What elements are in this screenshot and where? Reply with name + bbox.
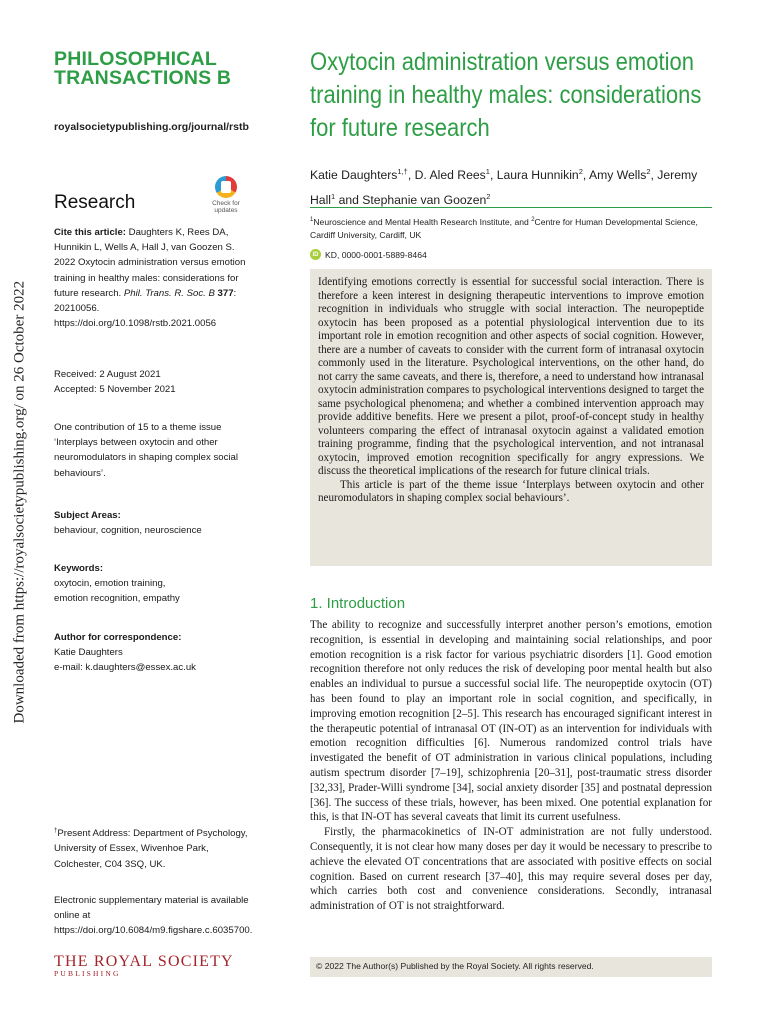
section-label: Research — [54, 192, 136, 213]
author-affiliation-mark: 2 — [486, 192, 491, 202]
keywords: Keywords: oxytocin, emotion training, emotion recognition, empathy — [54, 563, 180, 605]
journal-name — [54, 50, 231, 88]
citation-volume: 377 — [217, 287, 234, 299]
correspondence-name: Katie Daughters — [54, 647, 123, 659]
citation-text: Daughters K, Rees DA, Hunnikin L, Wells A, Hall J, van Goozen S. 2022 Oxytocin administration versus emotion training in healthy males: considerations for future research. — [54, 227, 246, 299]
orcid-text: KD, 0000-0001-5889-8464 — [325, 249, 427, 260]
present-address: †Present Address: Department of Psychology, University of Essex, Wivenhoe Park, Colchester, C04 3SQ, UK. — [54, 828, 248, 870]
author-affiliation-mark: 1,† — [397, 167, 408, 176]
author-name: and Stephanie van Goozen — [338, 193, 487, 208]
title-divider — [310, 207, 712, 208]
author-name: Katie Daughters — [310, 168, 398, 183]
citation-doi-link[interactable]: https://doi.org/10.1098/rstb.2021.0056 — [54, 318, 217, 330]
abstract-theme-note: This article is part of the theme issue ‘Interplays between oxytocin and other neuromodulators in shaping complex social behaviours’. — [318, 478, 704, 504]
author-name: D. Aled Rees — [414, 168, 486, 183]
abstract-box — [310, 269, 712, 566]
author-affiliation-mark: 1 — [331, 192, 336, 202]
citation: Cite this article: Daughters K, Rees DA, Hunnikin L, Wells A, Hall J, van Goozen S. 2022 Oxytocin administration versus emotion training in healthy males: considerations for future research. Phil. Trans. R. Soc. B 377: 20210056. https://doi.org/10.1098/rstb.2021.0056 — [54, 227, 246, 330]
logo-main-text: THE ROYAL SOCIETY — [54, 953, 234, 970]
check-for-updates-icon — [215, 176, 237, 198]
theme-issue-note: One contribution of 15 to a theme issue ‘Interplays between oxytocin and other neuromodulators in shaping complex social behaviours’. — [54, 422, 238, 479]
article-title: Oxytocin administration versus emotion training in healthy males: considerations for future research — [310, 48, 702, 142]
journal-name-line1: PHILOSOPHICAL — [54, 48, 217, 70]
received-date: Received: 2 August 2021 — [54, 369, 161, 380]
royal-society-logo[interactable] — [54, 953, 234, 978]
author-name: Jeremy Hall — [310, 168, 698, 208]
orcid-icon: iD — [310, 249, 321, 260]
correspondence-label: Author for correspondence: — [54, 632, 182, 643]
correspondence — [54, 630, 254, 676]
affiliations: $^1$Neuroscience and Mental Health Research Institute, and $^2$Centre for Human Developmental Science, Cardiff University, Cardiff, UK — [310, 216, 698, 240]
subject-areas-label: Subject Areas: — [54, 510, 121, 521]
citation-journal: Phil. Trans. R. Soc. B — [123, 287, 215, 299]
keywords-label: Keywords: — [54, 563, 104, 574]
introduction-paragraph-2: Firstly, the pharmacokinetics of IN-OT administration are not fully understood. Consequently, it is not clear how many doses per day it would be necessary to prescribe to achieve the elevated OT concentrations that are associated with positive effects on social cognition. Based on current research [37–40], this may require several doses per day, which carries both cost and convenience considerations. Secondly, intranasal administration of OT is not straightforward. — [310, 826, 712, 913]
section-heading-introduction: 1. Introduction — [310, 595, 406, 612]
supplementary-material: Electronic supplementary material is available online at https://doi.org/10.6084/m9.figshare.c.6035700. — [54, 895, 253, 937]
citation-label: Cite this article: — [54, 227, 126, 238]
journal-url-link[interactable]: royalsocietypublishing.org/journal/rstb — [54, 121, 249, 133]
author-name: Amy Wells — [588, 168, 647, 183]
author-list: Katie Daughters$^{1,\dagger}$, D. Aled Rees$^1$, Laura Hunnikin$^2$, Amy Wells$^2$, Jeremy Hall$^1$ and Stephanie van Goozen$^2$ — [310, 167, 698, 208]
author-affiliation-mark: 2 — [646, 167, 651, 176]
article-dates — [54, 367, 254, 397]
author-affiliation-mark: 2 — [578, 167, 583, 176]
orcid[interactable] — [310, 249, 427, 260]
copyright-bar: © 2022 The Author(s) Published by the Royal Society. All rights reserved. — [310, 957, 712, 977]
accepted-date: Accepted: 5 November 2021 — [54, 384, 176, 396]
journal-name-line2: TRANSACTIONS B — [54, 67, 232, 89]
download-watermark: Downloaded from https://royalsocietypublishing.org/ on 26 October 2022 — [11, 280, 28, 724]
subject-areas-text: behaviour, cognition, neuroscience — [54, 525, 202, 537]
abstract-paragraph: Identifying emotions correctly is essential for successful social interaction. There is therefore a keen interest in designing therapeutic interventions to improve emotion recognition in individuals who struggle with social interaction. The neuropeptide oxytocin has been proposed as a potential physiological intervention due to its important role in emotion recognition and other aspects of social cognition. However, there are a number of caveats to consider with the current form of intranasal oxytocin commonly used in the literature. Psychological interventions, on the other hand, do not carry the same caveats, and there is, therefore, a need to understand how intranasal oxytocin administration compares to psychological interventions designed to target the same psychological phenomena; and whether a combined intervention approach may provide additive benefits. Here we present a pilot, proof-of-concept study in healthy volunteers comparing the effect of intranasal oxytocin against a validated emotion training programme, finding that the psychological intervention, and not intranasal oxytocin, improved emotion recognition specifically for angry expressions. We discuss the theoretical implications of the research for future clinical trials. — [318, 276, 704, 477]
check-for-updates-button[interactable] — [206, 176, 246, 214]
introduction-paragraph-1: The ability to recognize and successfully interpret another person’s emotions, emotion recognition, is essential in developing and maintaining social relationships, and poor emotion recognition is a risk factor for various psychiatric disorders [1]. Good emotion recognition therefore not only reduces the risk of developing poor mental health but also enables an individual to pursue a successful social life. The neuropeptide oxytocin (OT) has been found to play an important role in social cognition, and specifically, in improving emotion recognition [2–5]. This research has encouraged significant interest in the therapeutic potential of intranasal OT (IN-OT) as an intervention for individuals with emotion recognition difficulties [6]. Numerous randomized control trials have investigated the benefit of OT administration in various clinical populations, including autism spectrum disorder [7–19], schizophrenia [20–31], post-traumatic stress disorder [32,33], Prader-Willi syndrome [34], social anxiety disorder [35] and postnatal depression [36]. The success of these trials, however, has been mixed. One potential explanation for this, is that IN-OT has several caveats that limit its current usefulness. — [310, 619, 712, 824]
introduction-body — [310, 618, 712, 914]
correspondence-email[interactable]: e-mail: k.daughters@essex.ac.uk — [54, 662, 196, 674]
logo-sub-text: PUBLISHING — [54, 969, 121, 978]
subject-areas — [54, 508, 254, 538]
author-name: Laura Hunnikin — [496, 168, 579, 183]
check-for-updates-label: Check for updates — [212, 200, 240, 214]
author-affiliation-mark: 1 — [485, 167, 490, 176]
